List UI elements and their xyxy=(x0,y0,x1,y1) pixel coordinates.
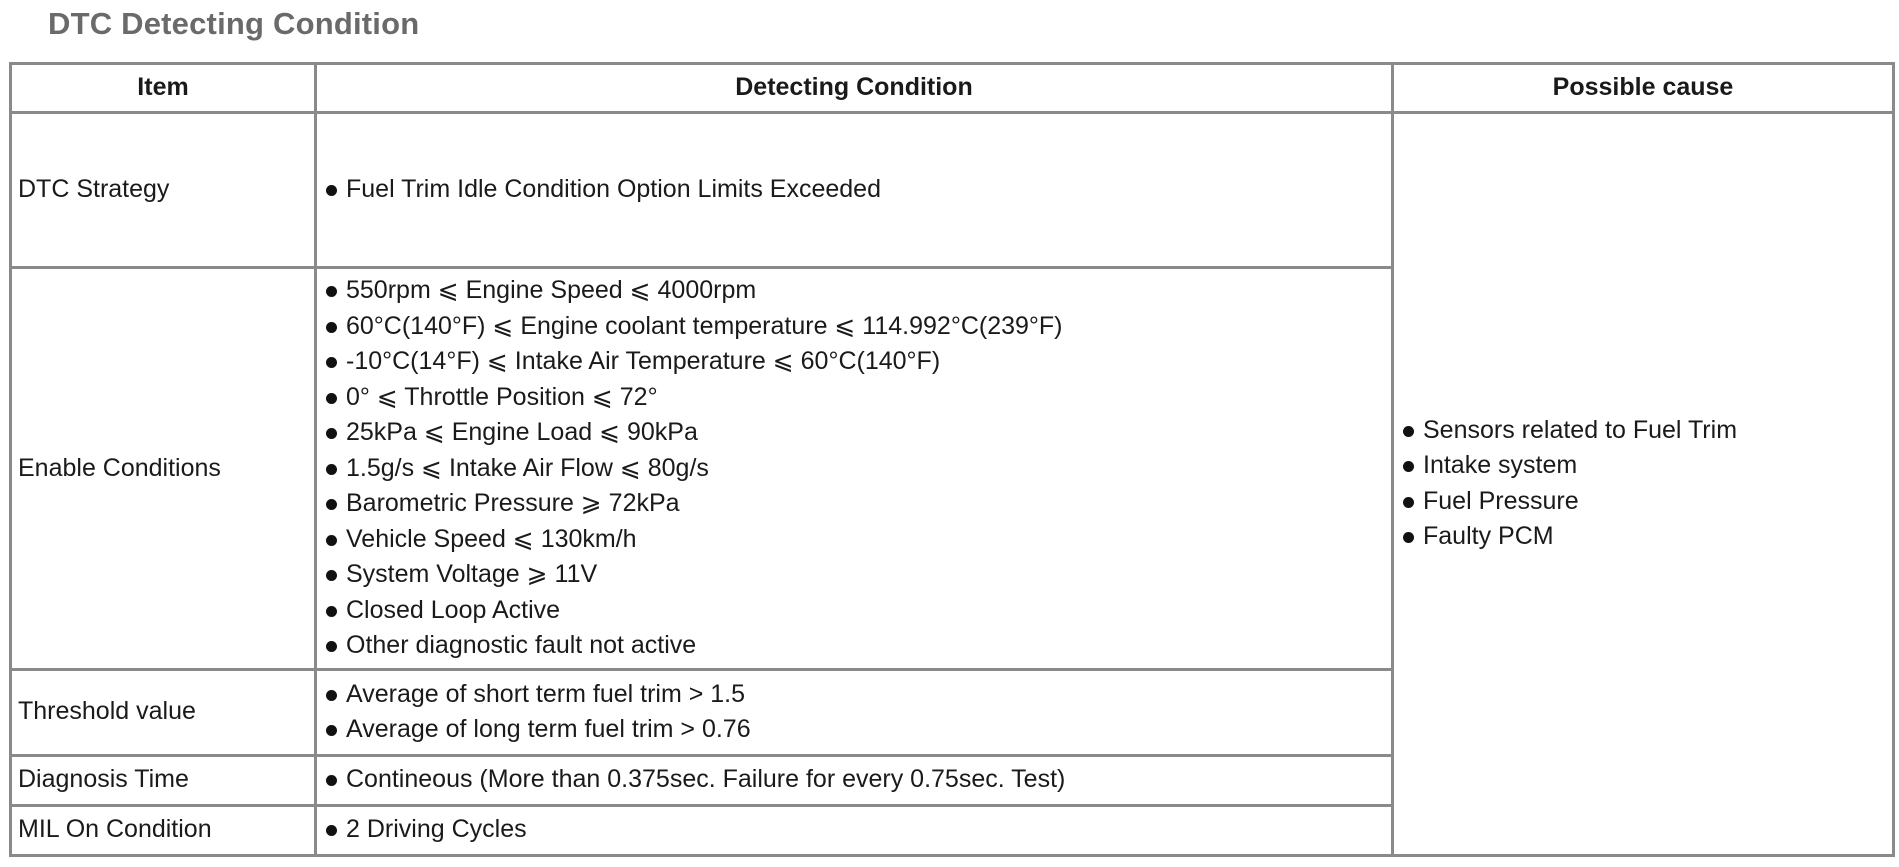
header-row xyxy=(11,64,1894,113)
condition-item: Contineous (More than 0.375sec. Failure for every 0.75sec. Test) xyxy=(323,762,1385,798)
condition-list xyxy=(323,273,1385,664)
condition-list xyxy=(323,812,1385,848)
item-cell: Enable Conditions xyxy=(11,268,316,670)
cause-item: Faulty PCM xyxy=(1400,519,1886,555)
cause-list xyxy=(1400,413,1886,555)
page-title: DTC Detecting Condition xyxy=(48,6,420,41)
item-cell: Diagnosis Time xyxy=(11,755,316,805)
condition-item: Average of long term fuel trim > 0.76 xyxy=(323,712,1385,748)
condition-list xyxy=(323,762,1385,798)
condition-cell xyxy=(316,805,1393,855)
condition-item: Closed Loop Active xyxy=(323,593,1385,629)
condition-cell xyxy=(316,669,1393,755)
cause-item: Fuel Pressure xyxy=(1400,484,1886,520)
condition-item: 550rpm ⩽ Engine Speed ⩽ 4000rpm xyxy=(323,273,1385,309)
cause-item: Sensors related to Fuel Trim xyxy=(1400,413,1886,449)
condition-item: 25kPa ⩽ Engine Load ⩽ 90kPa xyxy=(323,415,1385,451)
condition-list xyxy=(323,677,1385,748)
condition-item: -10°C(14°F) ⩽ Intake Air Temperature ⩽ 60°C(140°F) xyxy=(323,344,1385,380)
item-cell: DTC Strategy xyxy=(11,113,316,268)
condition-cell xyxy=(316,268,1393,670)
condition-item: Average of short term fuel trim > 1.5 xyxy=(323,677,1385,713)
item-cell: Threshold value xyxy=(11,669,316,755)
condition-item: Barometric Pressure ⩾ 72kPa xyxy=(323,486,1385,522)
condition-item: 60°C(140°F) ⩽ Engine coolant temperature ⩽ 114.992°C(239°F) xyxy=(323,309,1385,345)
condition-item: 0° ⩽ Throttle Position ⩽ 72° xyxy=(323,380,1385,416)
table-row-dtc-strategy xyxy=(11,113,1894,268)
dtc-table xyxy=(9,62,1895,857)
condition-list xyxy=(323,172,1385,208)
condition-item: Fuel Trim Idle Condition Option Limits Exceeded xyxy=(323,172,1385,208)
condition-item: System Voltage ⩾ 11V xyxy=(323,557,1385,593)
condition-item: 1.5g/s ⩽ Intake Air Flow ⩽ 80g/s xyxy=(323,451,1385,487)
condition-cell xyxy=(316,113,1393,268)
condition-item: 2 Driving Cycles xyxy=(323,812,1385,848)
condition-item: Other diagnostic fault not active xyxy=(323,628,1385,664)
header-item: Item xyxy=(11,64,316,113)
cause-item: Intake system xyxy=(1400,448,1886,484)
condition-cell xyxy=(316,755,1393,805)
item-cell: MIL On Condition xyxy=(11,805,316,855)
header-possible-cause: Possible cause xyxy=(1393,64,1894,113)
header-detecting-condition: Detecting Condition xyxy=(316,64,1393,113)
possible-cause-cell xyxy=(1393,113,1894,856)
condition-item: Vehicle Speed ⩽ 130km/h xyxy=(323,522,1385,558)
